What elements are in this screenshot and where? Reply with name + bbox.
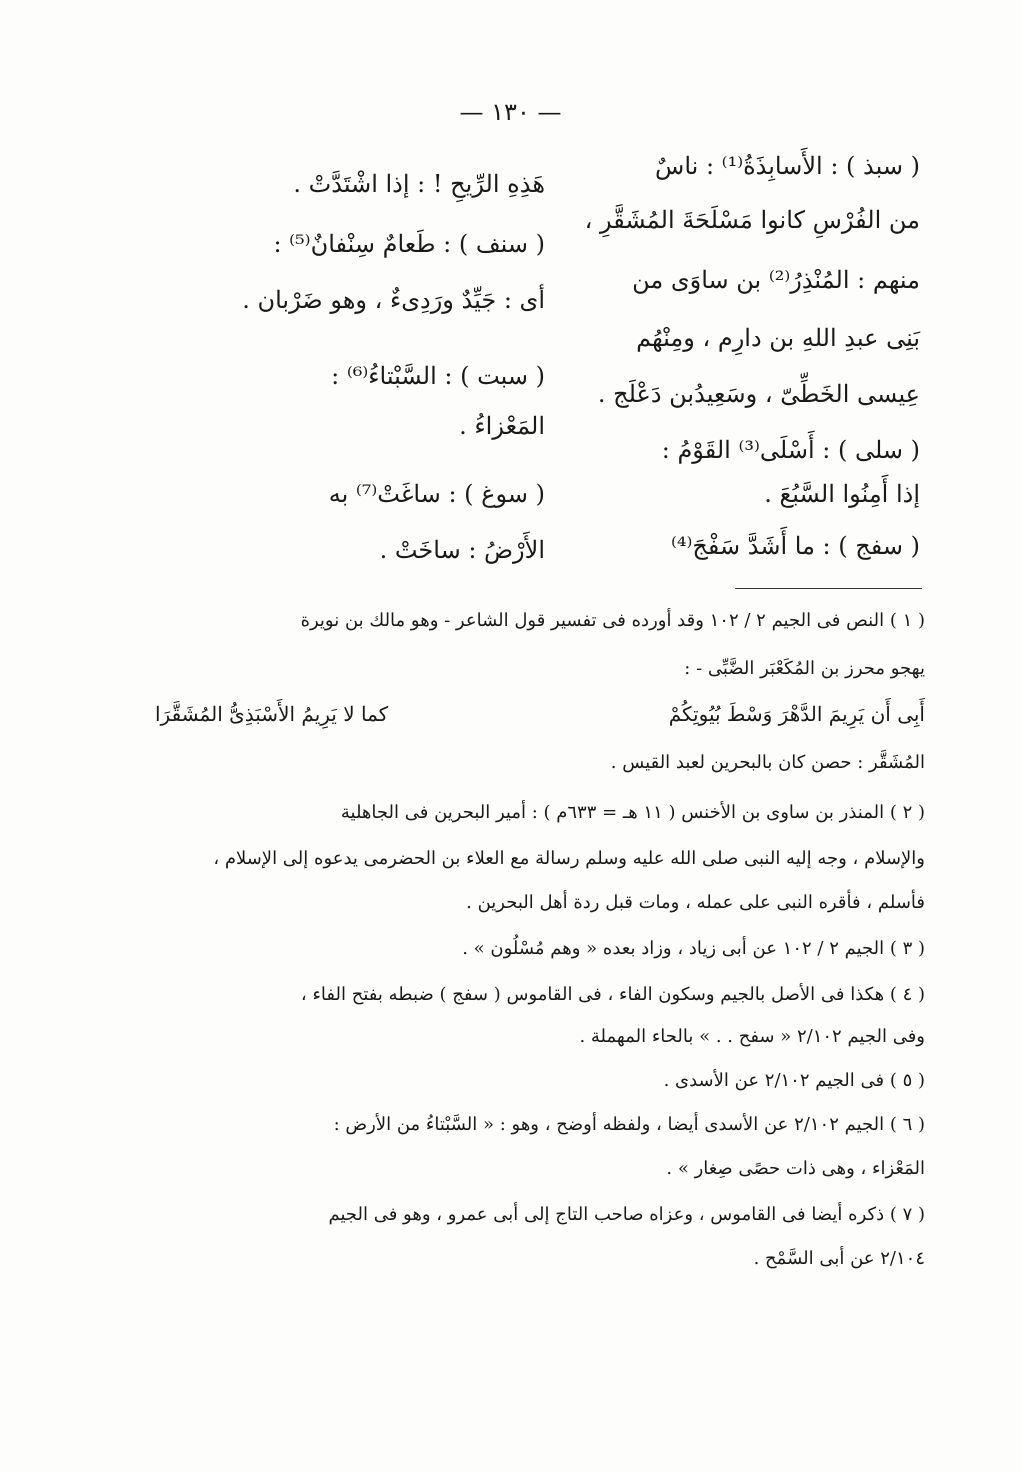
footnote-line: فأسلم ، فأقره النبى على عمله ، ومات قبل ردة أهل البحرين . <box>466 892 925 913</box>
text-line: من الفُرْسِ كانوا مَسْلَحَةَ المُشَقَّرِ ، <box>584 206 920 234</box>
poem-verse <box>145 696 925 732</box>
text-line: عِيسى الخَطِّىّ ، وسَعِيدُبن دَعْلَج . <box>597 380 920 408</box>
footnote-line: وفى الجيم ٢/١٠٢ « سفح . . » بالحاء المهملة . <box>579 1026 925 1047</box>
text-line: ( سنف ) : طَعامٌ سِنْفانٌ⁽⁵⁾ : <box>273 230 545 258</box>
footnote-line: ٢/١٠٤ عن أبى السَّمْح . <box>753 1248 925 1269</box>
footnote-line: المَعْزاء ، وهى ذات حصًى صِغار » . <box>666 1158 925 1179</box>
text-line: ( سبذ ) : الأَسابِذَةُ⁽¹⁾ : ناسٌ <box>655 152 920 180</box>
page-number: — ١٣٠ — <box>459 98 562 126</box>
footnote-divider <box>735 588 922 589</box>
footnote-line: ( ٣ ) الجيم ٢ / ١٠٢ عن أبى زياد ، وزاد بعده « وهم مُسْلُون » . <box>462 938 925 959</box>
text-line: إذا أَمِنُوا السَّبُعَ . <box>764 480 920 508</box>
footnote-line: ( ١ ) النص فى الجيم ٢ / ١٠٢ وقد أورده فى تفسير قول الشاعر - وهو مالك بن نويرة <box>300 610 925 631</box>
footnote-line: والإسلام ، وجه إليه النبى صلى الله عليه وسلم رسالة مع العلاء بن الحضرمى يدعوه إلى الإسلام ، <box>213 848 925 869</box>
verse-first-hemistich: أَبِى أَن يَرِيمَ الدَّهْرَ وَسْطَ بُيُوتِكُمْ <box>668 702 925 726</box>
footnote-line: ( ٧ ) ذكره أيضا فى القاموس ، وعزاه صاحب التاج إلى أبى عمرو ، وهو فى الجيم <box>328 1204 925 1225</box>
verse-second-hemistich: كما لا يَرِيمُ الأَسْبَذِىُّ المُشَقَّرَا <box>155 702 389 726</box>
footnote-line: ( ٢ ) المنذر بن ساوى بن الأخنس ( ١١ هـ = ٦٣٣م ) : أمير البحرين فى الجاهلية <box>340 802 925 823</box>
text-line: ( سفج ) : ما أَشَدَّ سَفْجَ⁽⁴⁾ <box>670 532 920 560</box>
footnote-line: ( ٦ ) الجيم ٢/١٠٢ عن الأسدى أيضا ، ولفظه أوضح ، وهو : « السَّبْتاءُ من الأرض : <box>333 1114 925 1135</box>
text-line: ( سلى ) : أَسْلَى⁽³⁾ القَوْمُ : <box>661 436 920 464</box>
footnote-line: المُشَقَّر : حصن كان بالبحرين لعبد القيس . <box>610 752 925 773</box>
text-line: أى : جَيِّدٌ ورَدِىءٌ ، وهو ضَرْبان . <box>242 286 545 314</box>
footnote-line: ( ٤ ) هكذا فى الأصل بالجيم وسكون الفاء ، فى القاموس ( سفج ) ضبطه بفتح الفاء ، <box>300 984 925 1005</box>
text-line: ( سوغ ) : ساغَتْ⁽⁷⁾ به <box>328 480 545 508</box>
text-line: ( سبت ) : السَّبْتاءُ⁽⁶⁾ : <box>331 362 545 390</box>
footnote-line: ( ٥ ) فى الجيم ٢/١٠٢ عن الأسدى . <box>663 1070 925 1091</box>
text-line: الأَرْضُ : ساخَتْ . <box>379 536 545 564</box>
text-line: المَعْزاءُ . <box>459 412 545 440</box>
text-line: هَذِهِ الرِّيحِ ! : إذا اشْتَدَّتْ . <box>293 170 545 198</box>
footnote-line: يهجو محرز بن المُكَعْبَر الضَّبِّى - : <box>684 658 925 679</box>
text-line: بَنِى عبدِ اللهِ بن دارِم ، ومِنْهُم <box>636 324 920 352</box>
text-line: منهم : المُنْذِرُ⁽²⁾ بن ساوَى من <box>632 266 920 294</box>
